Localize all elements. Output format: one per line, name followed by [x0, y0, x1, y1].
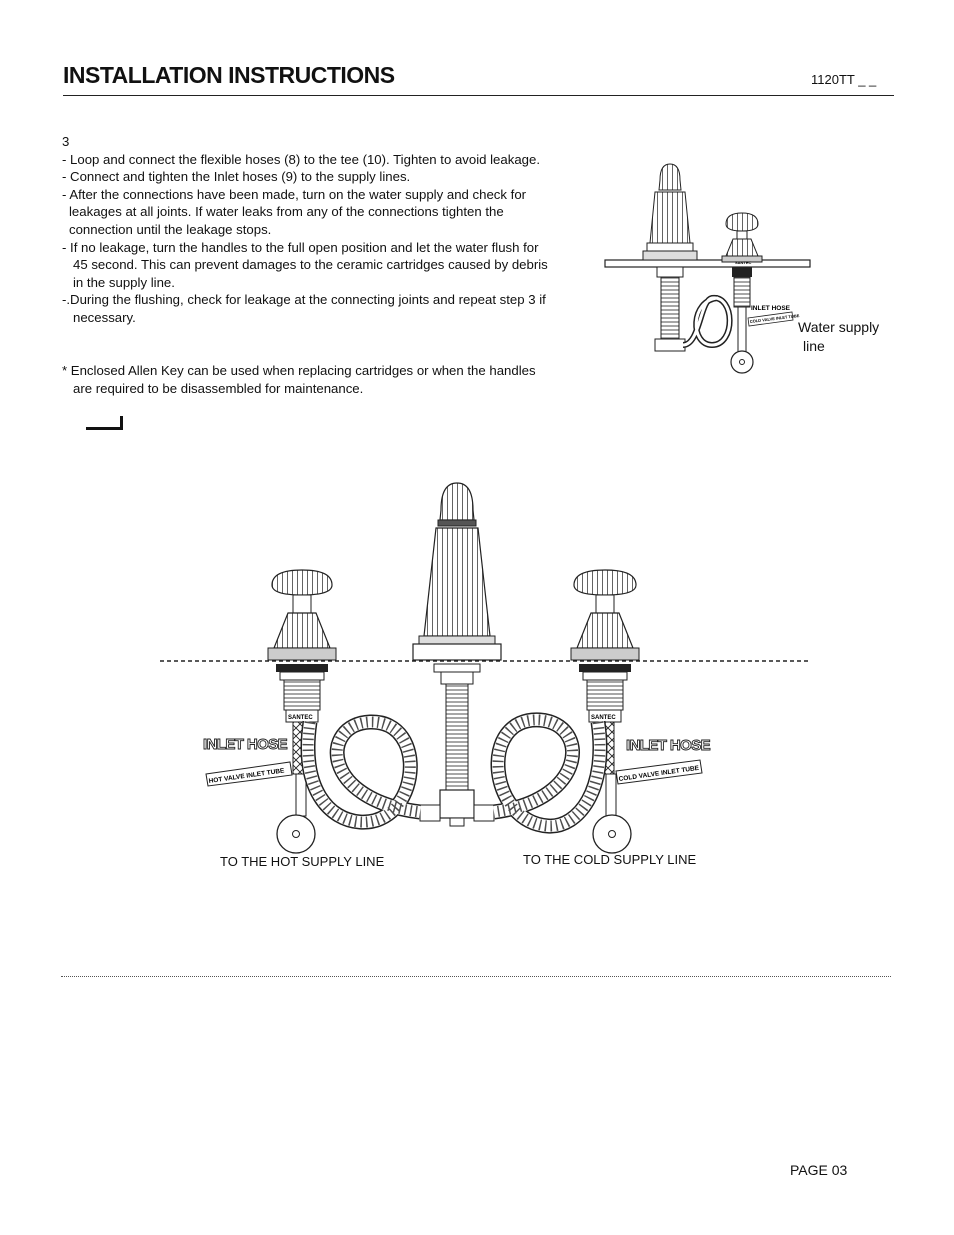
note-line: are required to be disassembled for maintenance.	[73, 380, 364, 396]
water-supply-line-2: line	[803, 338, 825, 354]
small-spout	[643, 164, 697, 351]
counter-top	[605, 260, 810, 267]
step-line: connection until the leakage stops.	[69, 221, 272, 237]
step-line: 45 second. This can prevent damages to the ceramic cartridges caused by debris	[73, 257, 548, 273]
hot-brand-label: SANTEC	[288, 715, 313, 721]
left-flexible-hose	[308, 722, 420, 822]
water-supply-label	[798, 318, 879, 356]
step-line: in the supply line.	[73, 274, 175, 290]
note-line: * Enclosed Allen Key can be used when replacing cartridges or when the handles	[62, 363, 536, 378]
main-spout	[413, 483, 501, 826]
model-number: 1120TT _ _	[811, 72, 877, 87]
step-line: - If no leakage, turn the handles to the full open position and let the water flush for	[62, 239, 539, 255]
step-line: - Loop and connect the flexible hoses (8) to the tee (10). Tighten to avoid leakage.	[62, 151, 540, 167]
main-faucet-diagram	[160, 483, 810, 853]
small-faucet-diagram	[605, 164, 810, 373]
step-line: necessary.	[73, 309, 136, 325]
page-number: PAGE 03	[790, 1162, 848, 1178]
cold-brand-label: SANTEC	[591, 715, 616, 721]
water-supply-line-1: Water supply	[798, 319, 880, 335]
right-flexible-hose	[494, 720, 600, 826]
step-line: - After the connections have been made, turn on the water supply and check for	[62, 186, 527, 202]
cold-supply-label: TO THE COLD SUPPLY LINE	[523, 852, 697, 867]
hot-tube-label: HOT VALVE INLET TUBE	[208, 767, 285, 785]
step-line: leakages at all joints. If water leaks from any of the connections tighten the	[69, 204, 504, 220]
step-number: 3	[62, 134, 70, 149]
dotted-divider	[61, 976, 891, 977]
left-inlet-hose-label: INLET HOSE	[203, 736, 288, 753]
step-line: -.During the flushing, check for leakage at the connecting joints and repeat step 3 if	[62, 292, 546, 308]
right-inlet-hose-label: INLET HOSE	[626, 737, 711, 754]
cold-tube-label: COLD VALVE INLET TUBE	[618, 764, 700, 783]
small-valve	[722, 213, 762, 373]
step-line: - Connect and tighten the Inlet hoses (9) to the supply lines.	[62, 169, 411, 185]
small-brand-label: SANTEC	[735, 260, 752, 265]
small-tube-label: COLD VALVE INLET TUBE	[749, 312, 800, 324]
hot-supply-label: TO THE HOT SUPPLY LINE	[220, 854, 385, 869]
small-inlet-hose-label: INLET HOSE	[751, 305, 791, 312]
page-title: INSTALLATION INSTRUCTIONS	[63, 62, 395, 88]
